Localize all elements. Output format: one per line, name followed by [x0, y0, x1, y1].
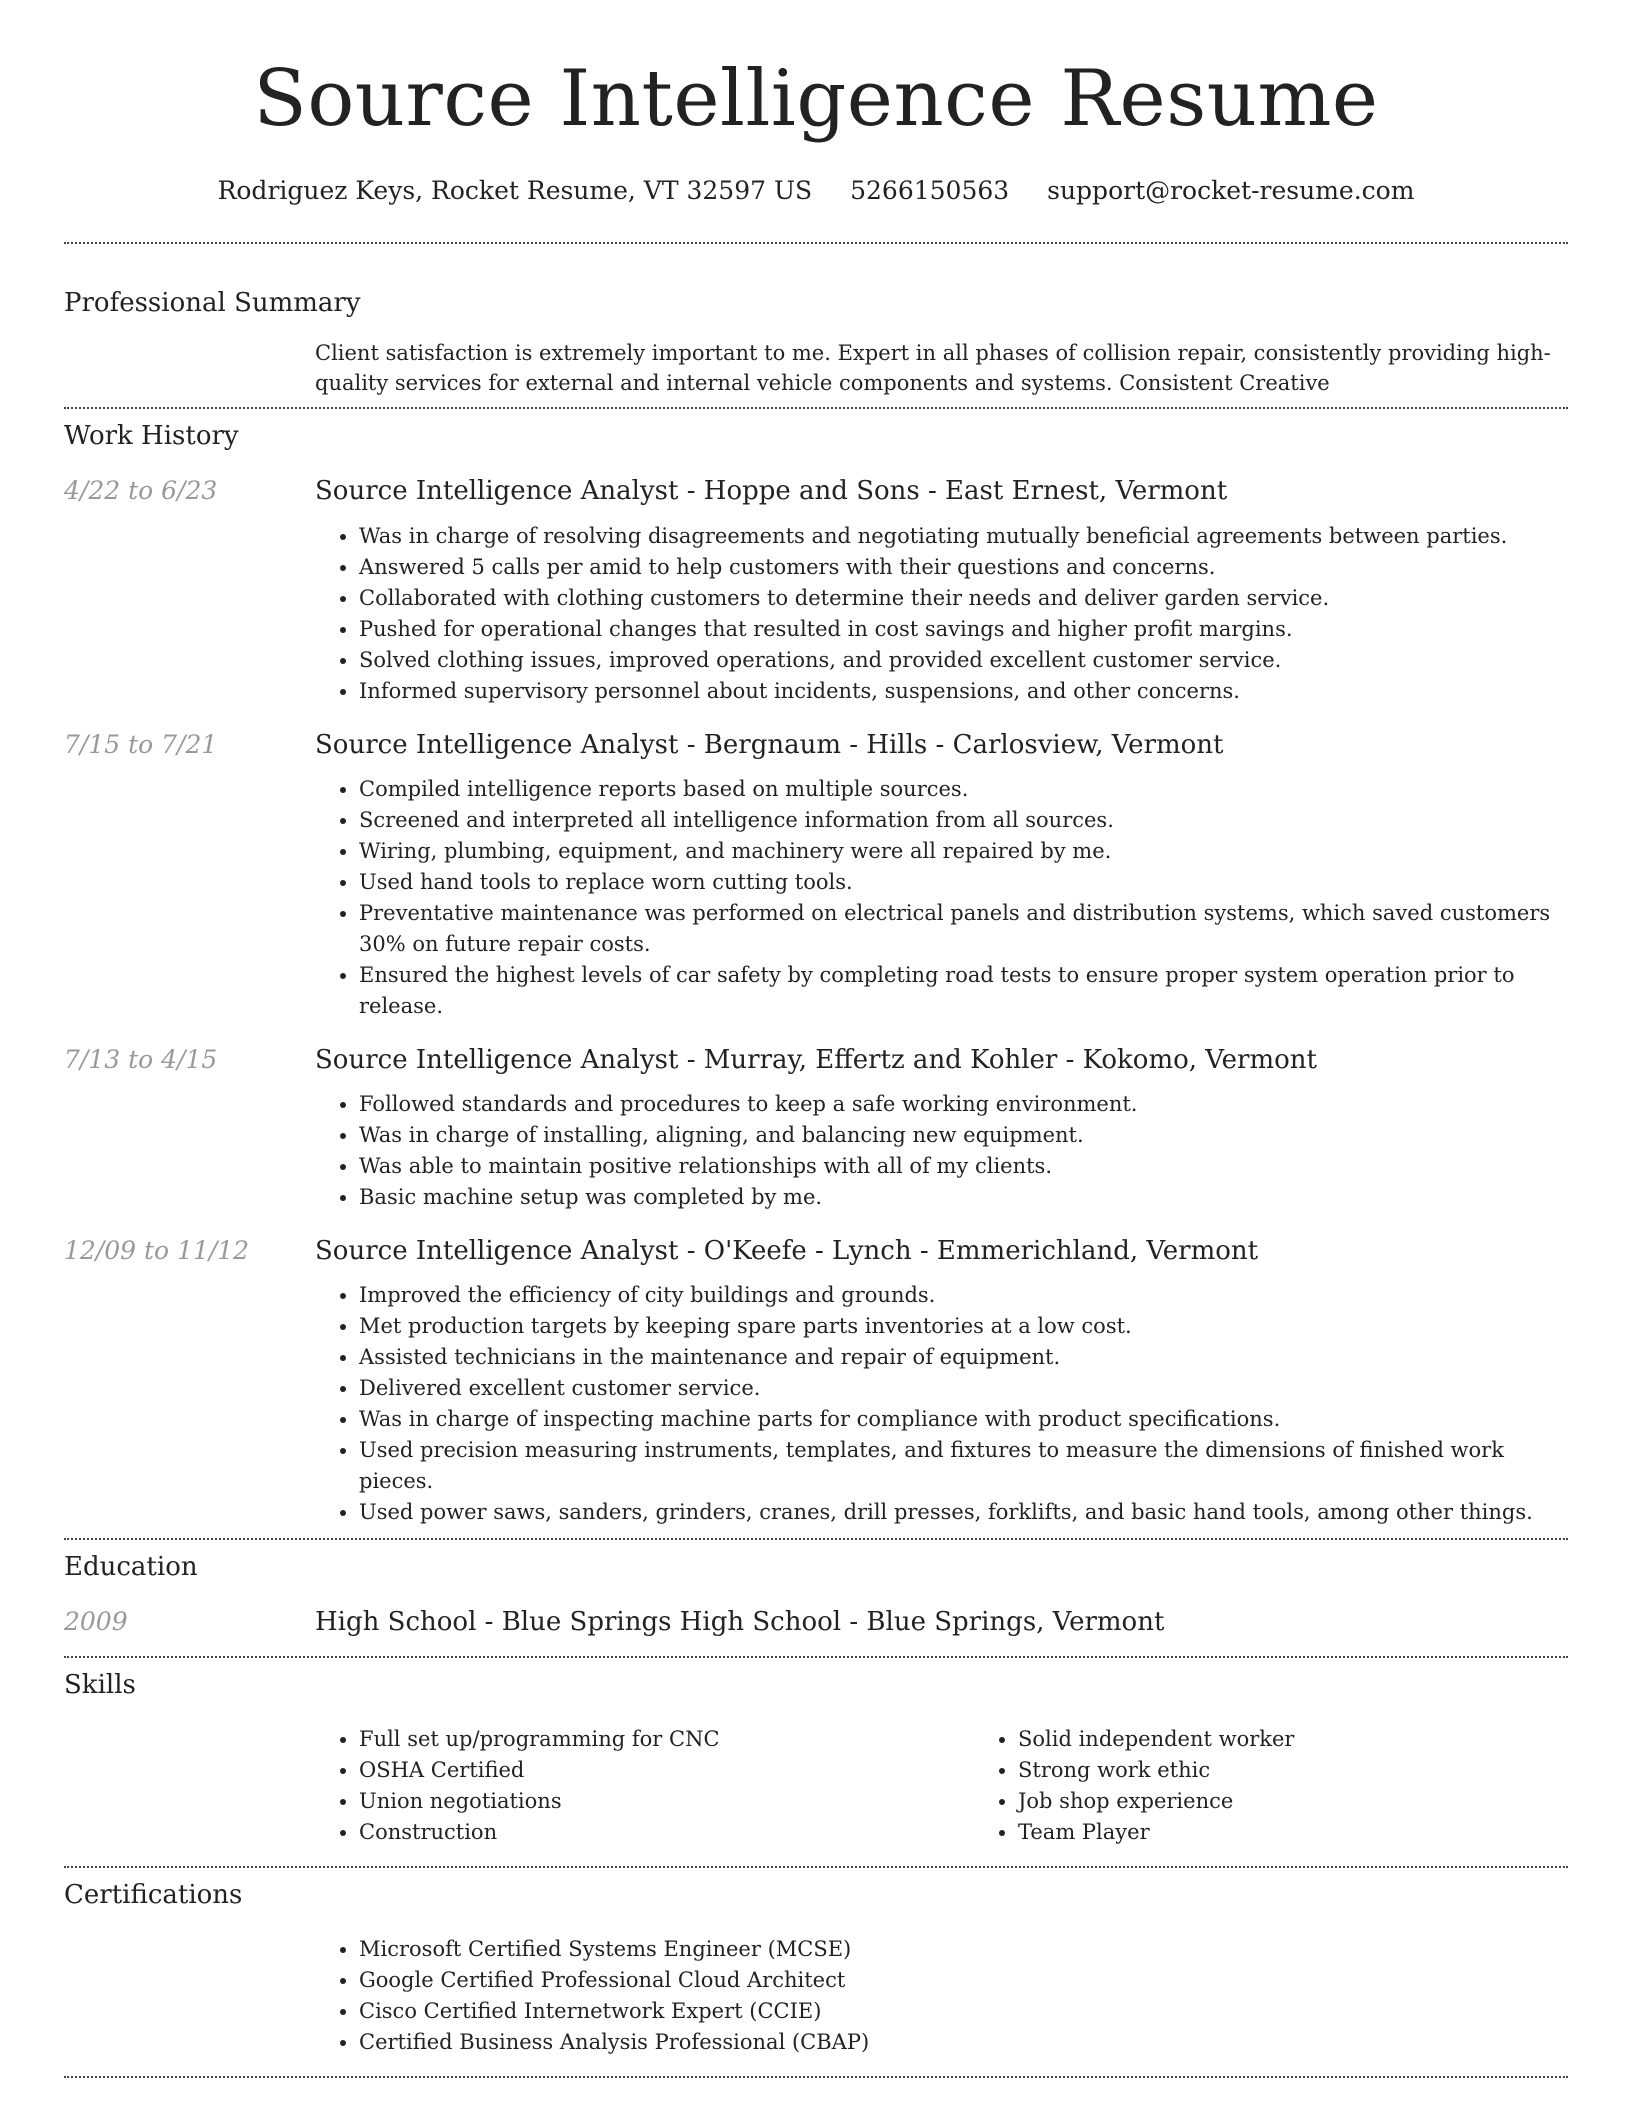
section-work-history	[64, 421, 1568, 1528]
contact-line	[64, 176, 1568, 206]
divider	[64, 2076, 1568, 2078]
list-item: • Preventative maintenance was performed on electrical panels and distribution systems, which saved customers 30% on future repair costs.	[359, 898, 1568, 960]
job-title: Source Intelligence Analyst - Hoppe and Sons - East Ernest, Vermont	[315, 476, 1228, 507]
section-heading-certifications: Certifications	[64, 1879, 243, 1910]
section-skills	[64, 1670, 1568, 1848]
list-item: • Google Certified Professional Cloud Architect	[359, 1965, 1568, 1996]
divider	[64, 242, 1568, 244]
contact-phone: 5266150563	[850, 176, 1010, 205]
list-item: • Screened and interpreted all intelligence information from all sources.	[359, 805, 1568, 836]
certifications-list	[315, 1934, 1568, 2058]
section-certifications	[64, 1880, 1568, 2058]
education-title: High School - Blue Springs High School - Blue Springs, Vermont	[315, 1607, 1165, 1638]
divider	[64, 1538, 1568, 1540]
job-title: Source Intelligence Analyst - Bergnaum - Hills - Carlosview, Vermont	[315, 729, 1224, 760]
section-heading-summary: Professional Summary	[64, 288, 361, 318]
list-item: • Was in charge of resolving disagreements and negotiating mutually beneficial agreements between parties.	[359, 521, 1568, 552]
list-item: • Improved the efficiency of city buildings and grounds.	[359, 1280, 1568, 1311]
resume-title: Source Intelligence Resume	[253, 54, 1379, 144]
job-bullets	[315, 1280, 1568, 1528]
list-item: • Solved clothing issues, improved operations, and provided excellent customer service.	[359, 645, 1568, 676]
section-heading-skills: Skills	[64, 1669, 136, 1700]
list-item: • Job shop experience	[1018, 1786, 1632, 1817]
list-item: • Used power saws, sanders, grinders, cranes, drill presses, forklifts, and basic hand tools, among other things.	[359, 1497, 1568, 1528]
summary-text: Client satisfaction is extremely important to me. Expert in all phases of collision repair, consistently providing high-quality services for external and internal vehicle components and systems. Consistent Creative	[315, 341, 1551, 396]
education-entry	[64, 1607, 1568, 1638]
job-dates: 7/15 to 7/21	[64, 729, 218, 759]
list-item: • Construction	[359, 1817, 974, 1848]
education-year: 2009	[64, 1607, 128, 1637]
list-item: • Was able to maintain positive relationships with all of my clients.	[359, 1151, 1568, 1182]
job-dates: 4/22 to 6/23	[64, 476, 218, 506]
section-education	[64, 1552, 1568, 1638]
list-item: • Informed supervisory personnel about incidents, suspensions, and other concerns.	[359, 676, 1568, 707]
list-item: • Full set up/programming for CNC	[359, 1724, 974, 1755]
section-heading-work: Work History	[64, 421, 239, 452]
list-item: • Followed standards and procedures to keep a safe working environment.	[359, 1089, 1568, 1120]
list-item: • Certified Business Analysis Professional (CBAP)	[359, 2027, 1568, 2058]
job-dates: 7/13 to 4/15	[64, 1044, 218, 1074]
list-item: • Met production targets by keeping spare parts inventories at a low cost.	[359, 1311, 1568, 1342]
job-entry	[64, 730, 1568, 1022]
section-summary	[64, 288, 1568, 398]
list-item: • Wiring, plumbing, equipment, and machinery were all repaired by me.	[359, 836, 1568, 867]
contact-email: support@rocket-resume.com	[1047, 176, 1415, 205]
list-item: • Solid independent worker	[1018, 1724, 1632, 1755]
list-item: • OSHA Certified	[359, 1755, 974, 1786]
skills-list-left	[315, 1724, 974, 1848]
job-entry	[64, 1236, 1568, 1528]
list-item: • Delivered excellent customer service.	[359, 1373, 1568, 1404]
job-title: Source Intelligence Analyst - Murray, Effertz and Kohler - Kokomo, Vermont	[315, 1044, 1317, 1075]
skills-list-right	[974, 1724, 1632, 1848]
list-item: • Was in charge of inspecting machine parts for compliance with product specifications.	[359, 1404, 1568, 1435]
job-title: Source Intelligence Analyst - O'Keefe - Lynch - Emmerichland, Vermont	[315, 1235, 1259, 1266]
job-dates: 12/09 to 11/12	[64, 1235, 250, 1265]
divider	[64, 1866, 1568, 1868]
divider	[64, 407, 1568, 409]
list-item: • Union negotiations	[359, 1786, 974, 1817]
list-item: • Team Player	[1018, 1817, 1632, 1848]
section-heading-education: Education	[64, 1552, 198, 1583]
job-bullets	[315, 521, 1568, 707]
job-bullets	[315, 1089, 1568, 1213]
job-bullets	[315, 774, 1568, 1022]
list-item: • Was in charge of installing, aligning, and balancing new equipment.	[359, 1120, 1568, 1151]
list-item: • Basic machine setup was completed by me.	[359, 1182, 1568, 1213]
list-item: • Assisted technicians in the maintenance and repair of equipment.	[359, 1342, 1568, 1373]
list-item: • Strong work ethic	[1018, 1755, 1632, 1786]
list-item: • Cisco Certified Internetwork Expert (CCIE)	[359, 1996, 1568, 2027]
job-entry	[64, 1045, 1568, 1213]
job-entry	[64, 476, 1568, 706]
list-item: • Microsoft Certified Systems Engineer (MCSE)	[359, 1934, 1568, 1965]
list-item: • Used hand tools to replace worn cutting tools.	[359, 867, 1568, 898]
list-item: • Collaborated with clothing customers to determine their needs and deliver garden service.	[359, 583, 1568, 614]
list-item: • Compiled intelligence reports based on multiple sources.	[359, 774, 1568, 805]
divider	[64, 1656, 1568, 1658]
skills-grid	[315, 1724, 1632, 1848]
contact-address: Rodriguez Keys, Rocket Resume, VT 32597 US	[217, 176, 813, 205]
list-item: • Answered 5 calls per amid to help customers with their questions and concerns.	[359, 552, 1568, 583]
list-item: • Ensured the highest levels of car safety by completing road tests to ensure proper system operation prior to release.	[359, 960, 1568, 1022]
list-item: • Pushed for operational changes that resulted in cost savings and higher profit margins.	[359, 614, 1568, 645]
list-item: • Used precision measuring instruments, templates, and fixtures to measure the dimensions of finished work pieces.	[359, 1435, 1568, 1497]
